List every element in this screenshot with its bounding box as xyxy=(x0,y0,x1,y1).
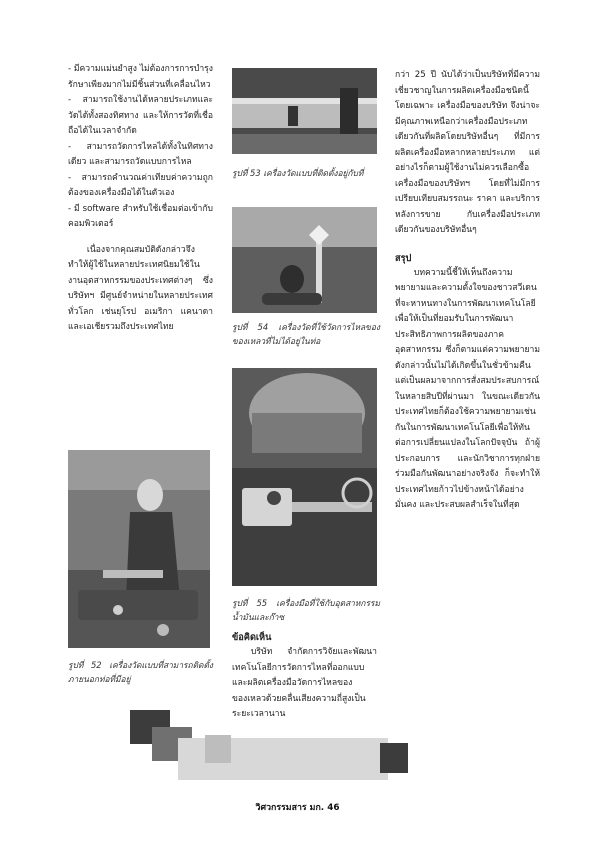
pipe-illustration xyxy=(232,68,377,154)
figure-53-caption: รูปที่ 53 เครื่องวัดแบบที่ติดตั้งอยู่กับที่ xyxy=(232,168,364,178)
section-heading: ข้อคิดเห็น xyxy=(232,632,272,643)
column-3 xyxy=(395,68,540,514)
body-paragraph: กว่า 25 ปี นับได้ว่าเป็นบริษัทที่มีความเชี่ยวชาญในการผลิตเครื่องมือชนิดนี้โดยเฉพาะ เครื่องมือของบริษัท จึงน่าจะมีคุณภาพเหนือกว่าเครื่องมือประเภทเดียวกันที่ผลิตโดยบริษัทอื่นๆ ที่มีการผลิตเครื่องมือหลากหลายประเภท แต่อย่างไรก็ตามผู้ใช้งานไม่ควรเลือกซื้อเครื่องมือของบริษัทฯ โดยที่ไม่มีการเปรียบเทียบสมรรถนะ ราคา และบริการหลังการขาย กับเครื่องมือประเภทเดียวกันของบริษัทอื่นๆ xyxy=(395,70,540,235)
figure-52-photo xyxy=(68,450,210,648)
figure-54-caption: รูปที่ 54 เครื่องวัดที่ใช้วัดการไหลของของเหลวที่ไม่ได้อยู่ในท่อ xyxy=(232,322,380,346)
column-1 xyxy=(68,62,213,336)
feature-bullet: - สามารถคำนวณค่าเทียบค่าความถูกต้องของเครื่องมือได้ในตัวเอง xyxy=(68,172,213,198)
figure-55-caption: รูปที่ 55 เครื่องมือที่ใช้กับอุตสาหกรรมน้ำมันและก๊าซ xyxy=(232,598,380,622)
decorative-block xyxy=(205,735,231,763)
oil-gas-instrument-illustration xyxy=(232,368,377,586)
page-footer: วิศวกรรมสาร มก. 46 xyxy=(255,803,340,813)
outdoor-measurement-illustration xyxy=(232,207,377,313)
figure-55-photo xyxy=(232,368,377,586)
figure-52-caption: รูปที่ 52 เครื่องวัดแบบที่สามารถติดตั้งภายนอกท่อที่มีอยู่ xyxy=(68,660,213,684)
body-paragraph: บทความนี้ชี้ให้เห็นถึงความพยายามและความตั้งใจของชาวสวีเดนที่จะหาหนทางในการพัฒนาเทคโนโลยีเพื่อให้เป็นที่ยอมรับในการพัฒนาประสิทธิภาพการผลิตของภาคอุตสาหกรรม ซึ่งก็ตามแต่ความพยายามดังกล่าวนั้นไม่ได้เกิดขึ้นในชั่วข้ามคืน แต่เป็นผลมาจากการสั่งสมประสบการณ์ในหลายสิบปีที่ผ่านมา ในขณะเดียวกันประเทศไทยก็ต้องใช้ความพยายามเช่นกันในการพัฒนาเทคโนโลยีเพื่อให้ทันต่อการเปลี่ยนแปลงในโลกปัจจุบัน ถ้าผู้ประกอบการ และนักวิชาการทุกฝ่ายร่วมมือกันพัฒนาอย่างจริงจัง ก็จะทำให้ประเทศไทยก้าวไปข้างหน้าได้อย่างมั่นคง และประสบผลสำเร็จในที่สุด xyxy=(395,267,540,510)
feature-bullet: - มีความแม่นยำสูง ไม่ต้องการการบำรุงรักษาเพียงมากไม่มีชิ้นส่วนที่เคลื่อนไหว xyxy=(68,64,213,90)
figure-54-photo xyxy=(232,207,377,313)
figure-53-photo xyxy=(232,68,377,154)
feature-bullet: - สามารถใช้งานได้หลายประเภทและวัดได้ทั้งสองทิศทาง และให้การวัดที่เชื่อถือได้ในเวลาจำกัด xyxy=(68,95,213,136)
feature-bullet: - มี software สำหรับใช้เชื่อมต่อเข้ากับคอมพิวเตอร์ xyxy=(68,203,213,229)
column-2-text xyxy=(232,630,377,723)
body-paragraph: เนื่องจากคุณสมบัติดังกล่าวจึงทำให้ผู้ใช้ในหลายประเทศนิยมใช้ในงานอุตสาหกรรมของประเทศต่างๆ ซึ่งบริษัทฯ มีศูนย์จำหน่ายในหลายประเทศทั่วโลก เช่นยุโรป อเมริกา แคนาดา และเอเชียรวมถึงประเทศไทย xyxy=(68,244,213,332)
decorative-block xyxy=(380,743,408,773)
man-with-meter-illustration xyxy=(68,450,210,648)
body-paragraph: บริษัท จำกัดการวิจัยและพัฒนาเทคโนโลยีการวัดการไหลที่ออกแบบ และผลิตเครื่องมือวัดการไหลของของเหลวด้วยคลื่นเสียงความถี่สูงเป็นระยะเวลานาน xyxy=(232,647,377,719)
feature-bullet: - สามารถวัดการไหลได้ทั้งในทิศทางเดียว และสามารถวัดแบบการไหล xyxy=(68,141,213,167)
section-heading: สรุป xyxy=(395,252,412,264)
